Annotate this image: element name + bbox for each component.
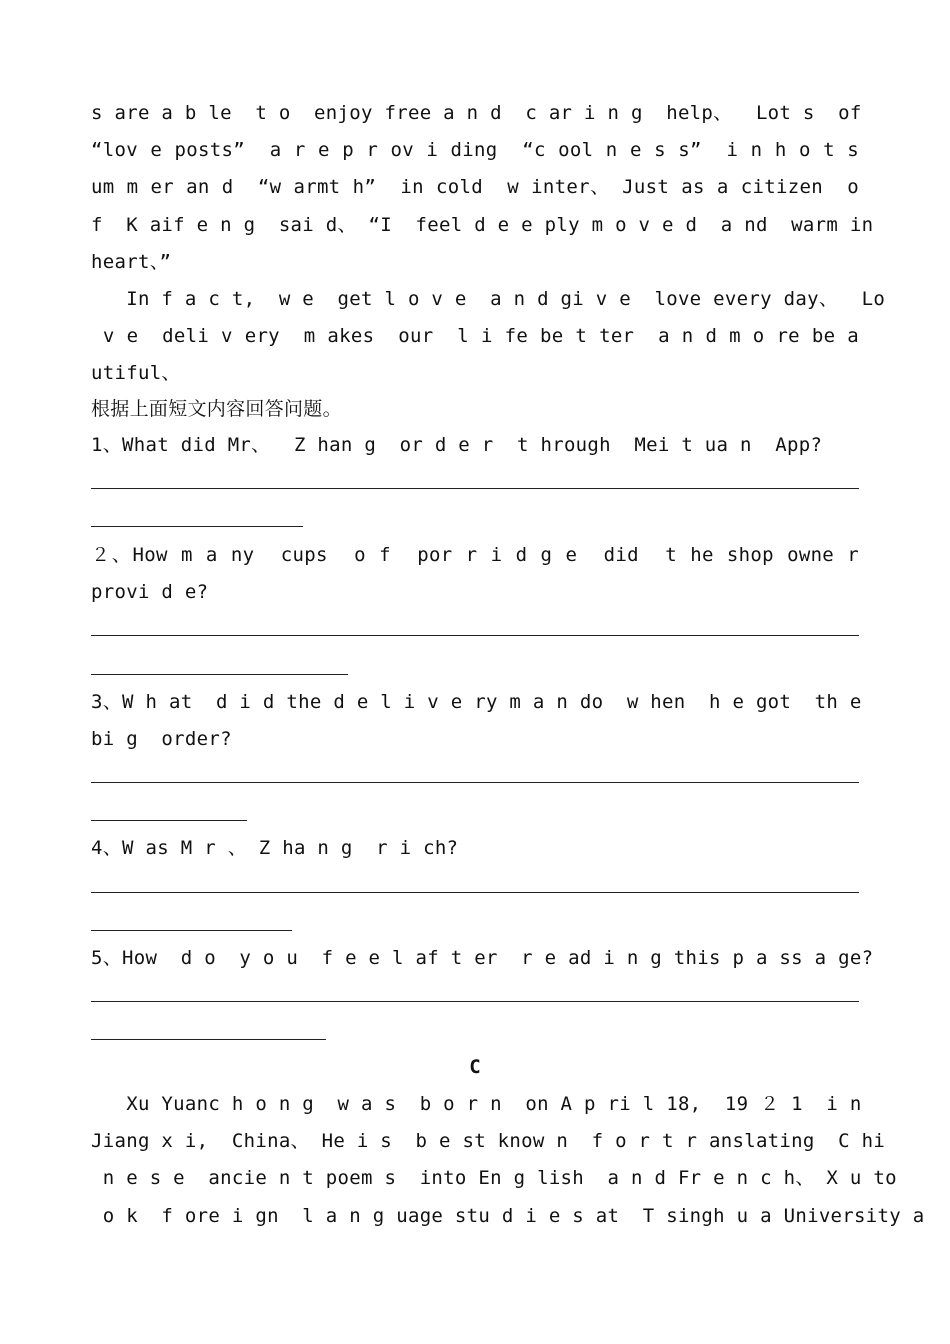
section-c-line-4: o k f ore i gn l a n g uage stu d i e s at T singh u a University a: [91, 1205, 925, 1227]
passage-b-line-2: “lov e posts” a r e p r ov i ding “c ool n e s s” i n h o t s: [91, 139, 859, 161]
answer-line-2b[interactable]: [91, 674, 348, 675]
question-3: 3、W h at d i d the d e l i v e ry m a n do w hen h e got th e: [91, 691, 862, 713]
passage-b-line-7: v e deli v ery m akes our l i fe be t ter a n d m o re be a: [91, 325, 859, 347]
answer-line-5a[interactable]: [91, 1001, 859, 1002]
question-3-cont: bi g order?: [91, 728, 232, 750]
answer-line-4b[interactable]: [91, 930, 292, 931]
answer-line-1b[interactable]: [91, 526, 303, 527]
passage-b-line-8: utiful、: [91, 362, 181, 384]
question-2-cont: provi d e?: [91, 581, 209, 603]
passage-b-line-5: heart、”: [91, 251, 172, 273]
answer-line-4a[interactable]: [91, 892, 859, 893]
answer-line-5b[interactable]: [91, 1039, 326, 1040]
passage-b-line-6: In f a c t, w e get l o v e a n d gi v e love every day、 Lo: [91, 288, 886, 310]
question-5: 5、How d o y o u f e e l af t er r e ad i n g this p a ss a ge?: [91, 947, 874, 969]
question-1: 1、What did Mr、 Z han g or d e r t hrough Mei t ua n App?: [91, 434, 823, 456]
section-c-line-2: Jiang x i, China、 He i s b e st know n f o r t r anslating C hi: [91, 1130, 886, 1152]
question-2: ２、How m a ny cups o f por r i d g e did t he shop owne r: [91, 544, 859, 566]
section-c-line-3: n e s e ancie n t poem s into En g lish a n d Fr e n c h、 X u to: [91, 1167, 897, 1189]
passage-b-line-3: um m er an d “w armt h” in cold w inter、 Just as a citizen o: [91, 176, 859, 198]
question-4: 4、W as M r 、 Z ha n g r i ch?: [91, 837, 459, 859]
answer-line-3a[interactable]: [91, 782, 859, 783]
section-c-heading: C: [469, 1056, 481, 1078]
instruction-text: 根据上面短文内容回答问题。: [91, 398, 342, 420]
section-c-line-1: Xu Yuanc h o n g w a s b o r n on A p ri l 18, 19 ２ 1 i n: [91, 1093, 862, 1115]
answer-line-2a[interactable]: [91, 635, 859, 636]
passage-b-line-1: s are a b le t o enjoy free a n d c ar i n g help、 Lot s of: [91, 102, 862, 124]
answer-line-1a[interactable]: [91, 488, 859, 489]
passage-b-line-4: f K aif e n g sai d、 “I feel d e e ply m o v e d a nd warm in: [91, 214, 874, 236]
answer-line-3b[interactable]: [91, 820, 247, 821]
